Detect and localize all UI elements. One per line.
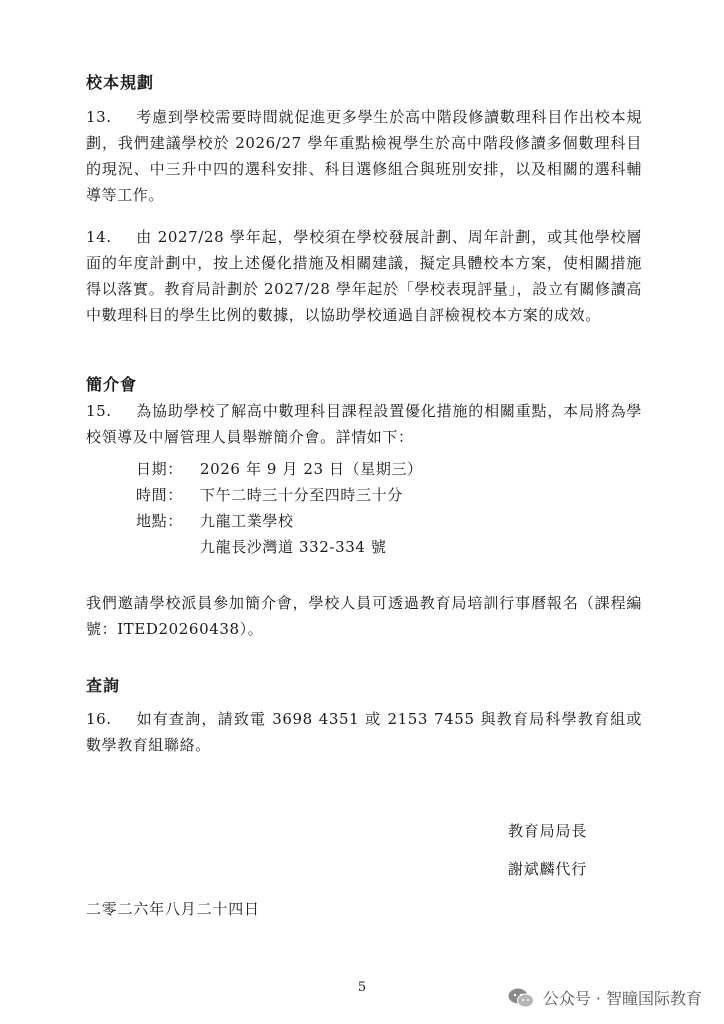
paragraph-number: 16. (86, 710, 112, 728)
page-number: 5 (357, 980, 367, 995)
heading-school-plan: 校本規劃 (86, 73, 155, 92)
detail-row-venue (136, 508, 423, 534)
detail-row-date (136, 456, 423, 482)
paragraph-13 (86, 104, 642, 208)
date-label: 日期： (136, 460, 183, 478)
time-value: 下午二時三十分至四時三十分 (200, 486, 403, 504)
watermark-text: 公众号 · 智瞳国际教育 (542, 989, 702, 1008)
paragraph-number: 15. (86, 402, 112, 420)
signature-signatory: 謝斌麟代行 (508, 860, 588, 878)
paragraph-text: 由 2027/28 學年起，學校須在學校發展計劃、周年計劃，或其他學校層面的年度計劃中，按上述優化措施及相關建議，擬定具體校本方案，使相關措施得以落實。教育局計劃於 2027/28 學年起於「學校表現評量」，設立有關修讀高中數理科目的學生比例的數據，以協助學校通過自評檢視校本方案的成效。 (86, 228, 642, 324)
venue-address: 九龍長沙灣道 332-334 號 (200, 538, 387, 556)
heading-enquiry: 查詢 (86, 676, 121, 695)
paragraph-16 (86, 706, 642, 758)
date-value: 2026 年 9 月 23 日（星期三） (200, 460, 423, 478)
paragraph-text: 為協助學校了解高中數理科目課程設置優化措施的相關重點，本局將為學校領導及中層管理人員舉辦簡介會。詳情如下： (86, 402, 642, 446)
wechat-icon (507, 987, 535, 1009)
paragraph-number: 13. (86, 108, 112, 126)
paragraph-14 (86, 224, 642, 328)
briefing-details (136, 456, 423, 560)
paragraph-invitation: 我們邀請學校派員參加簡介會，學校人員可透過教育局培訓行事曆報名（課程編號：ITED20260438）。 (86, 594, 642, 638)
paragraph-number: 14. (86, 228, 112, 246)
venue-label: 地點： (136, 512, 183, 530)
detail-row-venue-address (136, 534, 423, 560)
paragraph-15 (86, 398, 642, 450)
detail-row-time (136, 482, 423, 508)
paragraph-text: 考慮到學校需要時間就促進更多學生於高中階段修讀數理科目作出校本規劃，我們建議學校於 2026/27 學年重點檢視學生於高中階段修讀多個數理科目的現況、中三升中四的選科安排、科目選修組合與班別安排，以及相關的選科輔導等工作。 (86, 108, 642, 204)
time-label: 時間： (136, 486, 183, 504)
paragraph-text: 如有查詢，請致電 3698 4351 或 2153 7455 與教育局科學教育組或數學教育組聯絡。 (86, 710, 642, 754)
watermark (507, 986, 702, 1009)
signature-title: 教育局局長 (508, 822, 588, 840)
heading-briefing: 簡介會 (86, 375, 138, 394)
venue-value: 九龍工業學校 (200, 512, 294, 530)
document-date: 二零二六年八月二十四日 (86, 900, 260, 918)
